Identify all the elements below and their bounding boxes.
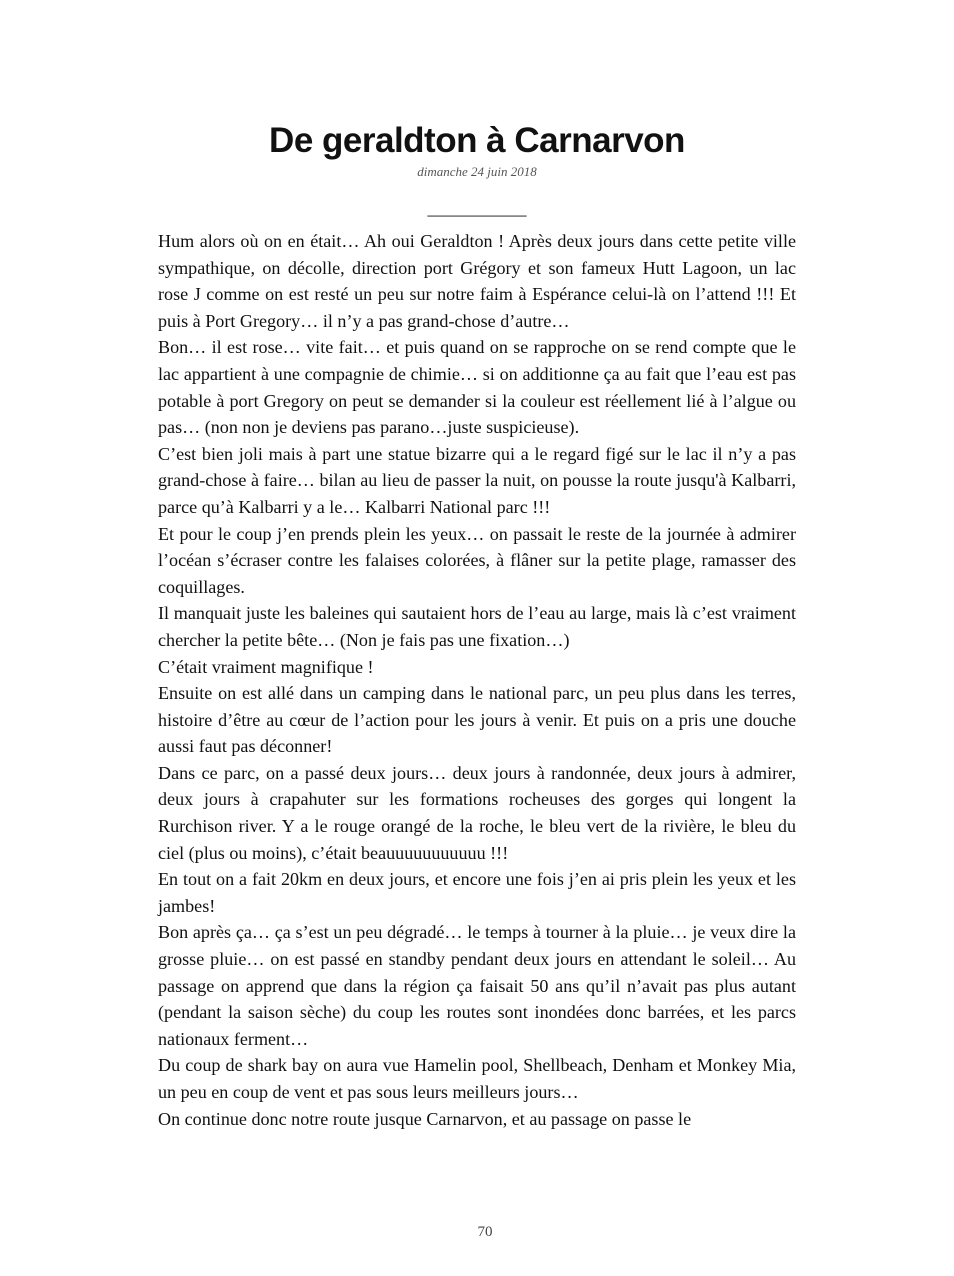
title-separator: ___________ — [427, 198, 527, 218]
paragraph: C’était vraiment magnifique ! — [158, 656, 374, 677]
paragraph: Bon après ça… ça s’est un peu dégradé… le temps à tourner à la pluie… je veux dire la grosse pluie… on est passé en standby pendant deux jours en attendant le soleil… Au passage on apprend que dans la région ça faisait 50 ans qu’il n’avait pas plus autant (pendant la saison sèche) du coup les routes sont inondées donc barrées, et les parcs nationaux ferment… — [158, 922, 796, 1049]
paragraph: Ensuite on est allé dans un camping dans le national parc, un peu plus dans les terres, histoire d’être au cœur de l’action pour les jours à venir. Et puis on a pris une douche aussi faut pas déconner! — [158, 683, 796, 757]
paragraph: Dans ce parc, on a passé deux jours… deux jours à randonnée, deux jours à admirer, deux jours à crapahuter sur les formations rocheuses des gorges qui longent la Rurchison river. Y a le rouge orangé de la roche, le bleu vert de la rivière, le bleu du ciel (plus ou moins), c’était beauuuuuuuuuuu !!! — [158, 762, 796, 863]
article-body — [158, 228, 796, 1132]
paragraph: Bon… il est rose… vite fait… et puis quand on se rapproche on se rend compte que le lac appartient à une compagnie de chimie… si on additionne ça au fait que l’eau est pas potable à port Gregory on peut se demander si la couleur est réellement lié à l’algue ou pas… (non non je deviens pas parano…juste suspicieuse). — [158, 337, 796, 438]
post-date: dimanche 24 juin 2018 — [417, 164, 537, 179]
paragraph: On continue donc notre route jusque Carnarvon, et au passage on passe le — [158, 1108, 692, 1129]
paragraph: Et pour le coup j’en prends plein les yeux… on passait le reste de la journée à admirer l’océan s’écraser contre les falaises colorées, à flâner sur la petite plage, ramasser des coquillages. — [158, 523, 796, 597]
page-title: De geraldton à Carnarvon — [269, 121, 685, 160]
paragraph: Il manquait juste les baleines qui sautaient hors de l’eau au large, mais là c’est vraiment chercher la petite bête… (Non je fais pas une fixation…) — [158, 603, 796, 650]
paragraph: C’est bien joli mais à part une statue bizarre qui a le regard figé sur le lac il n’y a pas grand-chose à faire… bilan au lieu de passer la nuit, on pousse la route jusqu'à Kalbarri, parce qu’à Kalbarri y a le… Kalbarri National parc !!! — [158, 443, 796, 517]
paragraph: Hum alors où on en était… Ah oui Geraldton ! Après deux jours dans cette petite ville sympathique, on décolle, direction port Grégory et son fameux Hutt Lagoon, un lac rose J comme on est resté un peu sur notre faim à Espérance celui-là on l’attend !!! Et puis à Port Gregory… il n’y a pas grand-chose d’autre… — [158, 231, 796, 331]
paragraph: Du coup de shark bay on aura vue Hamelin pool, Shellbeach, Denham et Monkey Mia, un peu en coup de vent et pas sous leurs meilleurs jours… — [158, 1055, 796, 1102]
page-number: 70 — [477, 1224, 493, 1240]
paragraph: En tout on a fait 20km en deux jours, et encore une fois j’en ai pris plein les yeux et les jambes! — [158, 869, 796, 916]
